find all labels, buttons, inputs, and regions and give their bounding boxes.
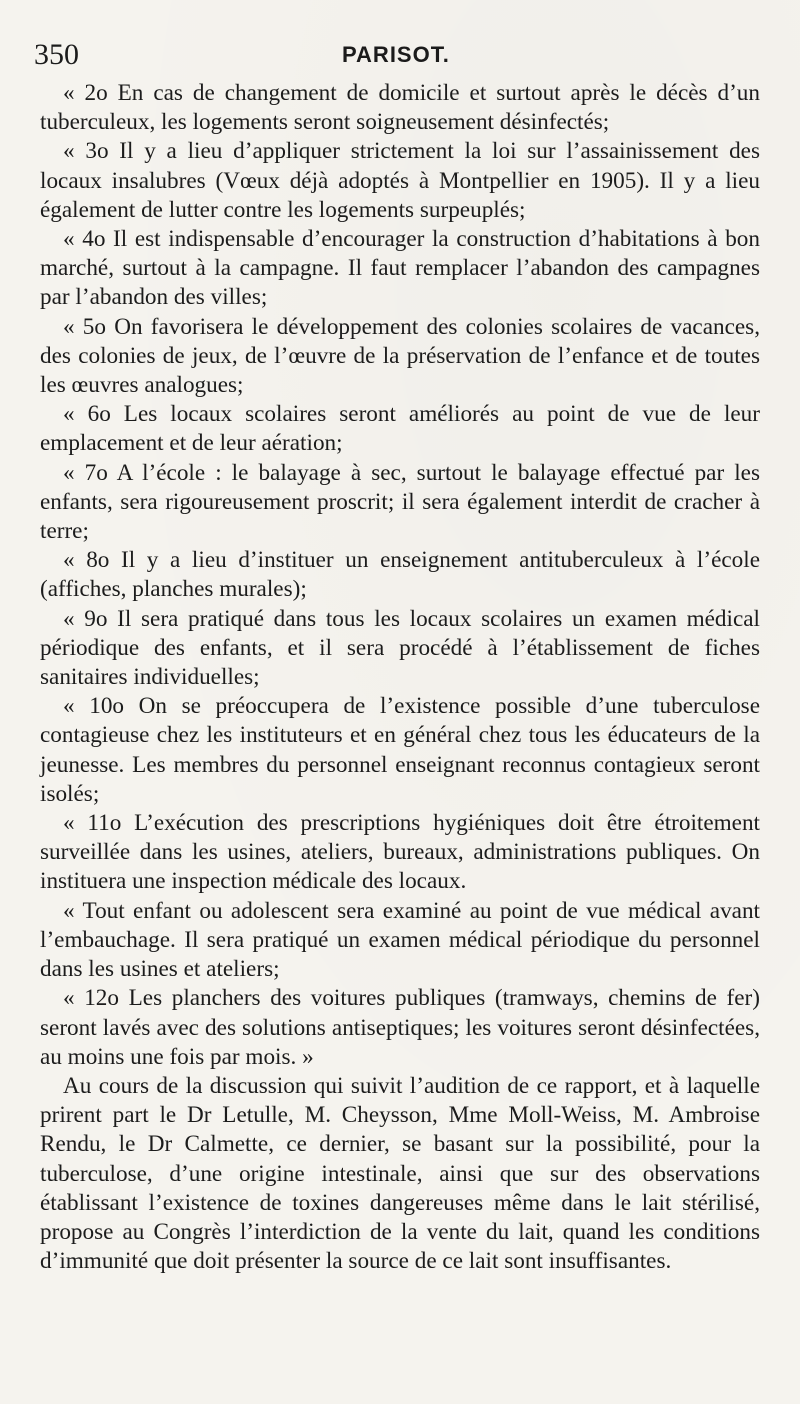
page-header: [34, 38, 760, 78]
paragraph-item-7: « 7o A l’école : le balayage à sec, surtout le balayage effectué par les enfants, sera rigoureusement proscrit; il sera également interdit de cracher à terre;: [40, 459, 760, 545]
paragraph-item-10: « 10o On se préoccupera de l’existence possible d’une tuberculose contagieuse chez les instituteurs et en général chez tous les éducateurs de la jeunesse. Les membres du personnel enseignant reconnus contagieux seront isolés;: [40, 693, 760, 807]
page-number: 350: [34, 38, 79, 71]
running-head: PARISOT.: [342, 42, 450, 67]
paragraph-item-3: « 3o Il y a lieu d’appliquer strictement la loi sur l’assainissement des locaux insalubres (Vœux déjà adoptés à Montpellier en 1905). Il y a lieu également de lutter contre les logements surpeuplés;: [40, 138, 760, 223]
paragraph-item-11: « 11o L’exécution des prescriptions hygiéniques doit être étroitement surveillée dans les usines, ateliers, bureaux, administrations publiques. On instituera une inspection médicale des locaux.: [40, 810, 760, 895]
paragraph-item-6: « 6o Les locaux scolaires seront améliorés au point de vue de leur emplacement et de leur aération;: [40, 401, 760, 457]
paragraph-item-9: « 9o Il sera pratiqué dans tous les locaux scolaires un examen médical périodique des enfants, et il sera procédé à l’établissement de fiches sanitaires individuelles;: [40, 605, 760, 691]
paragraph-item-12: « 12o Les planchers des voitures publiques (tramways, chemins de fer) seront lavés avec des solutions antiseptiques; les voitures seront désinfectées, au moins une fois par mois. »: [40, 985, 760, 1070]
paragraph-item-2: « 2o En cas de changement de domicile et surtout après le décès d’un tuberculeux, les logements seront soigneusement désinfectés;: [40, 80, 760, 136]
paragraph-item-8: « 8o Il y a lieu d’instituer un enseignement antituberculeux à l’école (affiches, planches murales);: [40, 547, 760, 603]
paragraph-discussion: Au cours de la discussion qui suivit l’audition de ce rapport, et à laquelle prirent part le Dr Letulle, M. Cheysson, Mme Moll-Weiss, M. Ambroise Rendu, le Dr Calmette, ce dernier, se basant sur la possibilité, pour la tuberculose, d’une origine intestinale, ainsi que sur des observations établissant l’existence de toxines dangereuses même dans le lait stérilisé, propose au Congrès l’interdiction de la vente du lait, quand les conditions d’immunité que doit présenter la source de ce lait sont insuffisantes.: [40, 1072, 760, 1275]
paragraph-item-4: « 4o Il est indispensable d’encourager la construction d’habitations à bon marché, surtout à la campagne. Il faut remplacer l’abandon des campagnes par l’abandon des villes;: [40, 226, 760, 311]
body-text: [40, 79, 760, 1276]
paragraph-item-5: « 5o On favorisera le développement des colonies scolaires de vacances, des colonies de jeux, de l’œuvre de la préservation de l’enfance et de toutes les œuvres analogues;: [40, 313, 760, 399]
paragraph-item-11-continued: « Tout enfant ou adolescent sera examiné au point de vue médical avant l’embauchage. Il sera pratiqué un examen médical périodique du personnel dans les usines et ateliers;: [40, 897, 760, 983]
